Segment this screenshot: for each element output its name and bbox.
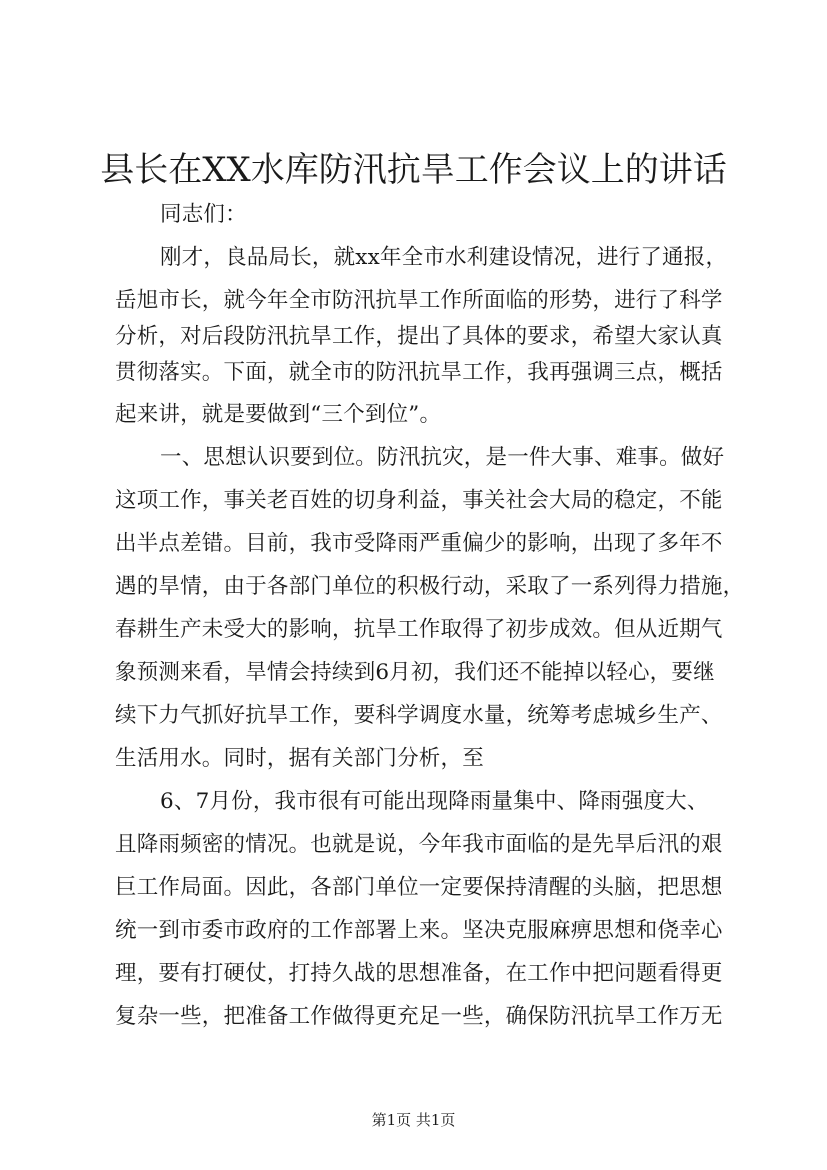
paragraph-line: 续下力气抓好抗旱工作，要科学调度水量，统筹考虑城乡生产、 — [115, 703, 723, 728]
paragraph-line: 统一到市委市政府的工作部署上来。坚决克服麻痹思想和侥幸心 — [115, 918, 723, 943]
page-footer: 第1页 共1页 — [371, 1111, 456, 1129]
paragraph-line: 遇的旱情，由于各部门单位的积极行动，采取了一系列得力措施， — [115, 574, 745, 599]
paragraph-line: 复杂一些，把准备工作做得更充足一些，确保防汛抗旱工作万无 — [115, 1004, 723, 1029]
paragraph-line: 巨工作局面。因此，各部门单位一定要保持清醒的头脑，把思想 — [115, 875, 723, 900]
paragraph-line: 一、思想认识要到位。防汛抗灾，是一件大事、难事。做好 — [160, 445, 725, 470]
paragraph-line: 起来讲，就是要做到“三个到位”。 — [115, 402, 442, 427]
paragraph-line: 生活用水。同时，据有关部门分析，至 — [115, 746, 484, 771]
paragraph-line: 理，要有打硬仗，打持久战的思想准备，在工作中把问题看得更 — [115, 961, 723, 986]
paragraph-line: 春耕生产未受大的影响，抗旱工作取得了初步成效。但从近期气 — [115, 617, 723, 642]
paragraph-line: 刚才，良品局长，就xx年全市水利建设情况，进行了通报， — [160, 245, 728, 270]
paragraph-line: 岳旭市长，就今年全市防汛抗旱工作所面临的形势，进行了科学 — [115, 288, 723, 313]
paragraph-line: 象预测来看，旱情会持续到6月初，我们还不能掉以轻心，要继 — [115, 660, 715, 685]
paragraph-line: 贯彻落实。下面，就全市的防汛抗旱工作，我再强调三点，概括 — [115, 360, 723, 385]
paragraph-line: 6、7月份，我市很有可能出现降雨量集中、降雨强度大、 — [160, 789, 709, 814]
paragraph-line-salutation: 同志们： — [160, 202, 247, 227]
paragraph-line: 这项工作，事关老百姓的切身利益，事关社会大局的稳定，不能 — [115, 488, 723, 513]
paragraph-line: 出半点差错。目前，我市受降雨严重偏少的影响，出现了多年不 — [115, 531, 723, 556]
paragraph-line: 分析，对后段防汛抗旱工作，提出了具体的要求，希望大家认真 — [115, 324, 723, 349]
document-title: 县长在XX水库防汛抗旱工作会议上的讲话 — [100, 150, 727, 190]
paragraph-line: 且降雨频密的情况。也就是说，今年我市面临的是先旱后汛的艰 — [115, 832, 723, 857]
